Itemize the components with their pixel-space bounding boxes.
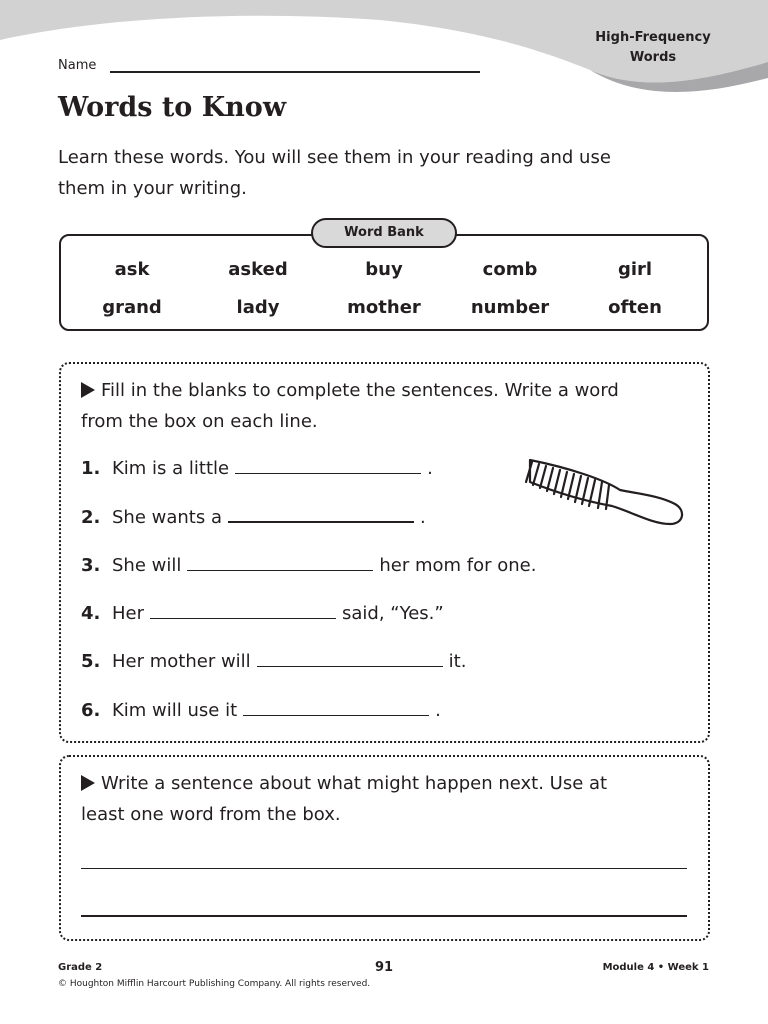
answer-blank[interactable] [235,472,421,474]
sentence-item [81,699,441,723]
sentence-text-before: Her mother will [112,651,251,672]
answer-blank[interactable] [187,569,373,571]
word-bank-word: often [608,297,662,318]
answer-blank[interactable] [243,714,429,716]
writing-line[interactable] [81,915,687,917]
item-number: 4. [81,603,101,624]
word-bank-word: number [470,297,550,318]
sentence-item [81,554,536,578]
item-number: 5. [81,651,101,672]
sentence-text-before: Kim is a little [112,458,230,479]
item-number: 1. [81,458,101,479]
sentence-item [81,650,466,674]
item-number: 2. [81,507,101,528]
item-number: 3. [81,555,101,576]
sentence-text-before: Her [112,603,145,624]
sentence-text-after: . [435,700,441,721]
comb-illustration [520,452,686,530]
sentence-item [81,602,444,626]
writing-line[interactable] [81,868,687,869]
word-bank-word: grand [102,297,162,318]
name-write-line[interactable] [110,71,480,73]
answer-blank[interactable] [228,520,414,523]
word-bank-word: comb [482,259,538,280]
copyright-notice: © Houghton Mifflin Harcourt Publishing Company. All rights reserved. [58,979,371,989]
word-bank-word: asked [228,259,288,280]
sentence-text-after: it. [448,651,467,672]
word-bank-word: girl [617,259,653,280]
sentence-item [81,457,433,481]
answer-blank[interactable] [257,665,443,667]
word-bank-word: buy [365,259,403,280]
triangle-bullet-icon [81,775,95,791]
sentence-text-after: said, “Yes.” [342,603,444,624]
word-bank-word: lady [236,297,280,318]
sentence-text-after: her mom for one. [379,555,537,576]
fill-in-instructions-text: Fill in the blanks to complete the sentences. Write a word from the box on each line. [81,380,619,432]
name-label: Name [58,58,97,73]
page-number: 91 [374,960,394,975]
sentence-text-after: . [427,458,433,479]
sentence-text-before: She wants a [112,507,222,528]
answer-blank[interactable] [150,617,336,619]
fill-in-instructions [81,375,641,437]
grade-label: Grade 2 [58,962,103,973]
item-number: 6. [81,700,101,721]
section-label-line1: High-Frequency [595,30,711,45]
module-week-label: Module 4 • Week 1 [602,962,709,973]
section-label-line2: Words [629,50,677,65]
writing-instructions [81,768,641,830]
sentence-text-before: She will [112,555,182,576]
word-bank-word: mother [347,297,421,318]
intro-text: Learn these words. You will see them in your reading and use them in your writing. [58,147,611,199]
page-title: Words to Know [58,92,287,123]
word-bank-word: ask [114,259,150,280]
triangle-bullet-icon [81,382,95,398]
sentence-text-before: Kim will use it [112,700,238,721]
sentence-text-after: . [419,507,426,528]
writing-instructions-text: Write a sentence about what might happen next. Use at least one word from the box. [81,773,608,825]
sentence-item [81,506,426,530]
section-label [578,28,728,68]
word-bank-label: Word Bank [311,218,457,248]
